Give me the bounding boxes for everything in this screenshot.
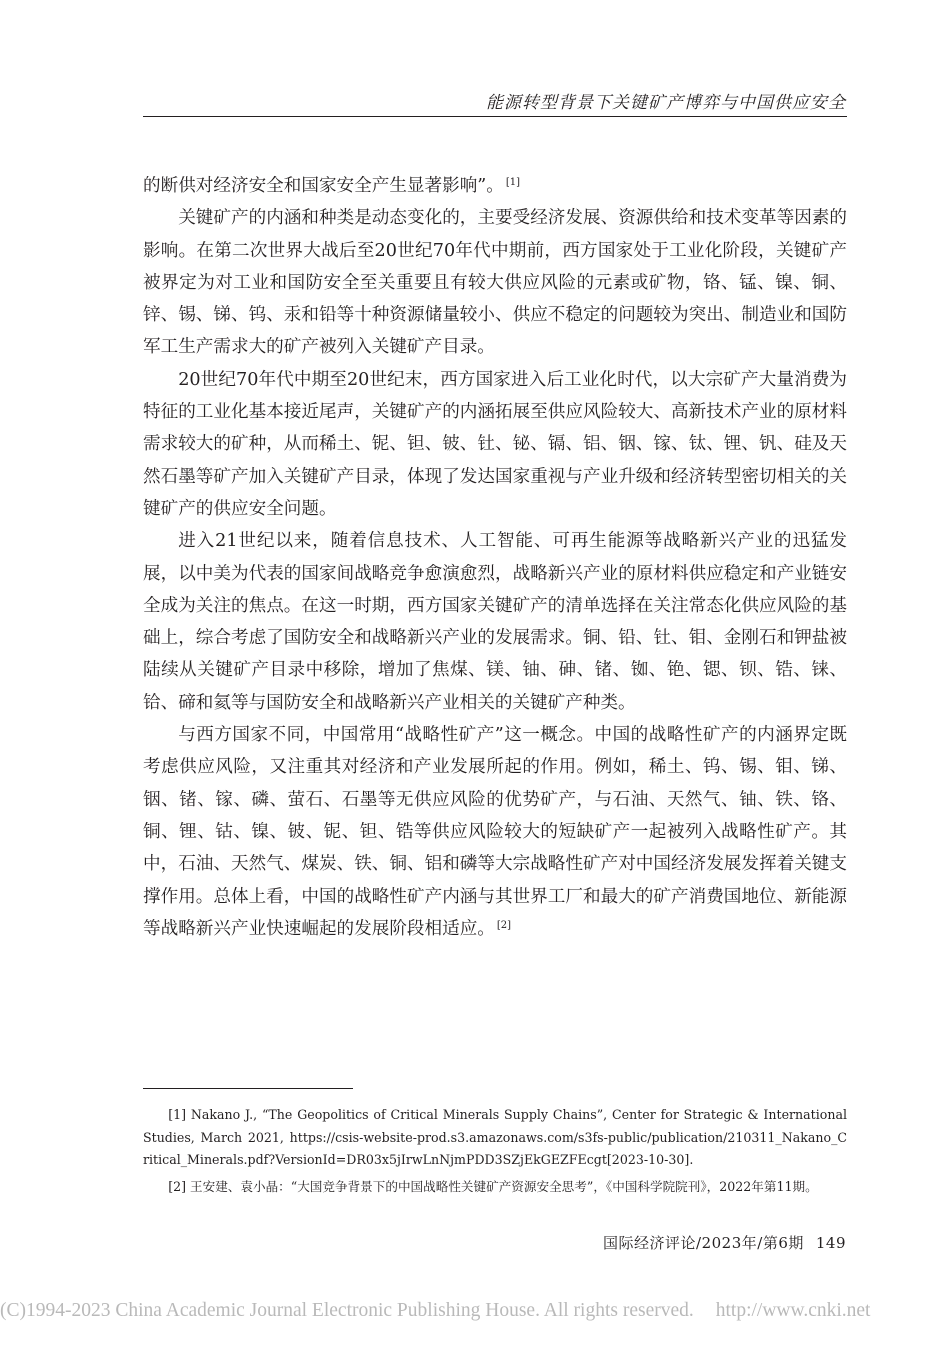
page-number: 149 <box>815 1234 846 1252</box>
paragraph-5 <box>143 719 847 945</box>
paragraph-2: 关键矿产的内涵和种类是动态变化的，主要受经济发展、资源供给和技术变革等因素的影响。在第二次世界大战后至20世纪70年代中期前，西方国家处于工业化阶段，关键矿产被界定为对工业和国防安全至关重要且有较大供应风险的元素或矿物，铬、锰、镍、铜、锌、锡、锑、钨、汞和铅等十种资源储量较小、供应不稳定的问题较为突出、制造业和国防军工生产需求大的矿产被列入关键矿产目录。 <box>143 208 847 358</box>
footnote-ref-2[interactable]: [2] <box>496 919 512 931</box>
header-rule <box>143 116 847 117</box>
footnote-1: [1] Nakano J., “The Geopolitics of Critical Minerals Supply Chains”, Center for Strategic & International Studies, March 2021, https://csis-website-prod.s3.amazonaws.com/s3fs-public/publication/210311_Nakano_Critical_Minerals.pdf?VersionId=DR03x5jIrwLnNjmPDD3SZjEkGEZFEcgt[2023-10-30]. <box>143 1107 847 1167</box>
copyright-watermark <box>0 1300 950 1322</box>
paragraph-4: 进入21世纪以来，随着信息技术、人工智能、可再生能源等战略新兴产业的迅猛发展，以中美为代表的国家间战略竞争愈演愈烈，战略新兴产业的原材料供应稳定和产业链安全成为关注的焦点。在这一时期，西方国家关键矿产的清单选择在关注常态化供应风险的基础上，综合考虑了国防安全和战略新兴产业的发展需求。铜、铅、钍、钼、金刚石和钾盐被陆续从关键矿产目录中移除，增加了焦煤、镁、铀、砷、锗、铷、铯、锶、钡、锆、铼、铪、碲和氦等与国防安全和战略新兴产业相关的关键矿产种类。 <box>143 531 847 713</box>
footnote-ref-1[interactable]: [1] <box>505 177 521 188</box>
copyright-text: (C)1994-2023 China Academic Journal Electronic Publishing House. All rights reserved. <box>0 1300 694 1321</box>
page-footer <box>603 1232 846 1253</box>
journal-issue: 国际经济评论/2023年/第6期 <box>603 1234 804 1252</box>
article-body <box>143 170 847 945</box>
footnotes <box>143 1104 847 1202</box>
footnote-rule <box>143 1088 353 1089</box>
footnote-2: [2] 王安建、袁小晶：“大国竞争背景下的中国战略性关键矿产资源安全思考”，《中国科学院院刊》，2022年第11期。 <box>168 1178 818 1194</box>
paragraph-1-text: 的断供对经济安全和国家安全产生显著影响”。 <box>143 176 504 196</box>
running-header: 能源转型背景下关键矿产博弈与中国供应安全 <box>486 93 846 113</box>
cnki-link[interactable]: http://www.cnki.net <box>715 1300 871 1321</box>
paragraph-1 <box>143 170 847 202</box>
paragraph-5-text: 与西方国家不同，中国常用“战略性矿产”这一概念。中国的战略性矿产的内涵界定既考虑供应风险，又注重其对经济和产业发展所起的作用。例如，稀土、钨、锡、钼、锑、铟、锗、镓、磷、萤石、石墨等无供应风险的优势矿产，与石油、天然气、铀、铁、铬、铜、锂、钴、镍、铍、铌、钽、锆等供应风险较大的短缺矿产一起被列入战略性矿产。其中，石油、天然气、煤炭、铁、铜、铝和磷等大宗战略性矿产对中国经济发展发挥着关键支撑作用。总体上看，中国的战略性矿产内涵与其世界工厂和最大的矿产消费国地位、新能源等战略新兴产业快速崛起的发展阶段相适应。 <box>143 725 847 939</box>
paragraph-3: 20世纪70年代中期至20世纪末，西方国家进入后工业化时代，以大宗矿产大量消费为特征的工业化基本接近尾声，关键矿产的内涵拓展至供应风险较大、高新技术产业的原材料需求较大的矿种，从而稀土、铌、钽、铍、钍、铋、镉、铝、铟、镓、钛、锂、钒、硅及天然石墨等矿产加入关键矿产目录，体现了发达国家重视与产业升级和经济转型密切相关的关键矿产的供应安全问题。 <box>143 369 847 519</box>
